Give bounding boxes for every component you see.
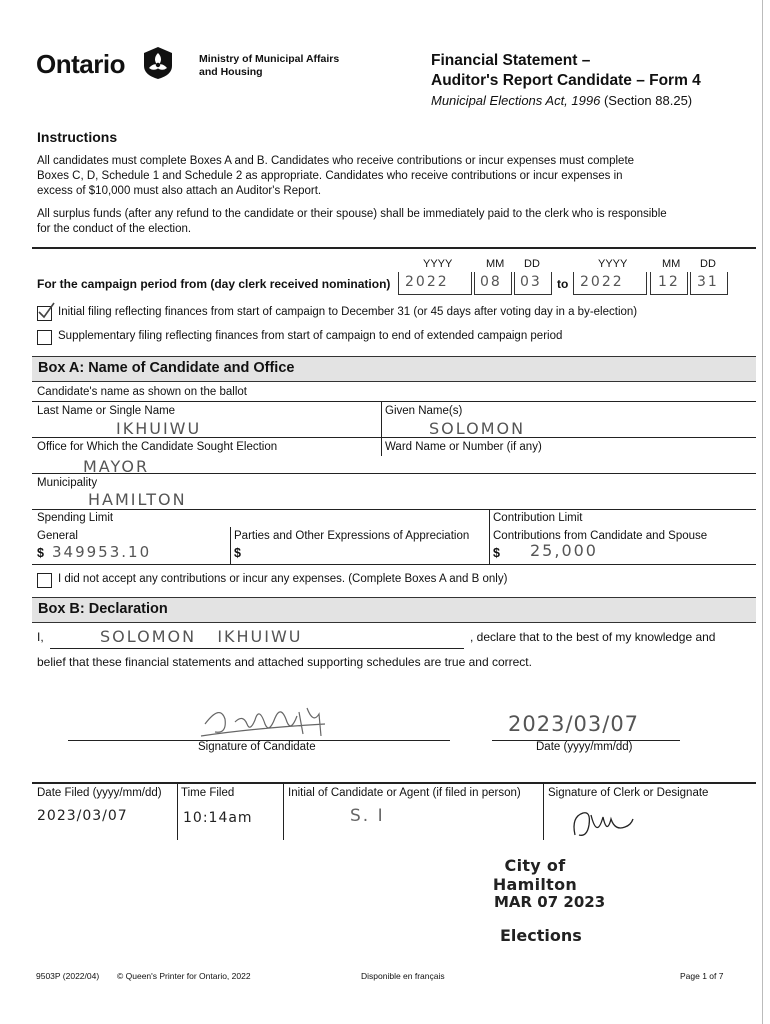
date-filed-label: Date Filed (yyyy/mm/dd) [37,787,162,799]
from-year-field[interactable] [398,272,472,295]
box-a-title: Box A: Name of Candidate and Office [38,360,295,376]
divider [32,247,756,249]
to-year-field[interactable] [573,272,647,295]
page-number: Page 1 of 7 [680,971,724,981]
mm-from-label: MM [486,258,505,270]
received-stamp [470,856,600,894]
divider [32,509,756,510]
signature-label: Signature of Candidate [198,741,316,753]
ministry-line-1: Ministry of Municipal Affairs [199,53,340,65]
municipality-value[interactable]: HAMILTON [88,490,187,509]
spending-limit-label: Spending Limit [37,512,114,524]
contributions-currency: $ [493,546,500,560]
office-value[interactable]: MAYOR [83,457,150,476]
to-day-field[interactable] [690,272,728,295]
trillium-icon [142,46,174,80]
form-title-line-2: Auditor's Report Candidate – Form 4 [431,72,701,89]
date-filed-value[interactable]: 2023/03/07 [37,808,128,824]
declaration-line-2: belief that these financial statements and attached supporting schedules are true and correct. [37,655,532,669]
instructions-p1-line-2: Boxes C, D, Schedule 1 and Schedule 2 as appropriate. Candidates who receive contributions or incur expenses in [37,170,623,182]
contribution-limit-label: Contribution Limit [493,512,583,524]
no-contributions-label: I did not accept any contributions or incur any expenses. (Complete Boxes A and B only) [58,573,508,585]
logo-wordmark: Ontario [36,49,125,79]
given-names-value[interactable]: SOLOMON [429,419,526,438]
divider [32,401,756,402]
to-day-value: 31 [697,274,719,290]
campaign-period-label: For the campaign period from (day clerk received nomination) [37,277,391,291]
declarant-prefix: I, [37,630,44,644]
municipality-label: Municipality [37,477,98,489]
yyyy-from-label: YYYY [423,258,453,270]
box-b-header [32,597,756,623]
scan-edge [762,0,763,1024]
clerk-signature-label: Signature of Clerk or Designate [548,787,709,799]
box-b-title: Box B: Declaration [38,601,168,617]
act-name: Municipal Elections Act, 1996 [431,93,601,108]
act-reference [431,91,701,110]
divider [543,782,544,840]
date-label: Date (yyyy/mm/dd) [536,741,633,753]
to-year-value: 2022 [580,274,624,290]
clerk-signature[interactable] [567,805,637,845]
mm-to-label: MM [662,258,681,270]
time-filed-label: Time Filed [181,787,235,799]
from-month-field[interactable] [474,272,512,295]
dd-to-label: DD [700,258,716,270]
divider [381,401,382,456]
yyyy-to-label: YYYY [598,258,628,270]
ministry-name [199,53,339,79]
declarant-name-value[interactable]: SOLOMON IKHUIWU [100,627,303,646]
initial-label: Initial of Candidate or Agent (if filed in person) [288,787,521,799]
form-code: 9503P (2022/04) [36,971,100,981]
time-filed-value[interactable]: 10:14am [183,810,253,826]
office-label: Office for Which the Candidate Sought Election [37,441,278,453]
ward-label: Ward Name or Number (if any) [385,441,542,453]
divider [32,782,756,784]
box-a-header [32,356,756,382]
instructions-paragraph-1 [37,154,757,199]
no-contributions-checkbox[interactable] [37,573,52,588]
instructions-paragraph-2 [37,207,757,237]
instructions-p1-line-3: excess of $10,000 must also attach an Auditor's Report. [37,185,322,197]
stamp-city: City of Hamilton [492,856,578,894]
ministry-line-2: and Housing [199,66,263,78]
divider [32,437,756,438]
last-name-value[interactable]: IKHUIWU [116,419,202,438]
supplementary-filing-label: Supplementary filing reflecting finances from start of campaign to end of extended campaign period [58,330,563,342]
general-currency: $ [37,546,44,560]
declaration-date-value[interactable]: 2023/03/07 [508,712,640,736]
given-names-label: Given Name(s) [385,405,463,417]
declaration-suffix: , declare that to the best of my knowledge and [470,630,716,644]
parties-label: Parties and Other Expressions of Appreciation [234,530,470,542]
french-availability: Disponible en français [361,971,445,981]
divider [32,473,756,474]
to-label: to [557,277,569,291]
dd-from-label: DD [524,258,540,270]
instructions-heading: Instructions [37,129,118,145]
stamp-department: Elections [500,926,582,945]
checkmark-icon [37,302,55,320]
supplementary-filing-checkbox[interactable] [37,330,52,345]
copyright: © Queen's Printer for Ontario, 2022 [117,971,251,981]
general-value[interactable]: 349953.10 [52,543,152,561]
last-name-label: Last Name or Single Name [37,405,176,417]
from-day-value: 03 [520,274,542,290]
instructions-p2-line-2: for the conduct of the election. [37,223,192,235]
from-year-value: 2022 [405,274,449,290]
contributions-value[interactable]: 25,000 [530,541,598,560]
parties-currency: $ [234,546,241,560]
act-section: (Section 88.25) [603,93,693,108]
divider [489,509,490,564]
ballot-note: Candidate's name as shown on the ballot [37,386,247,398]
to-month-value: 12 [658,274,680,290]
general-label: General [37,530,78,542]
divider [177,782,178,840]
instructions-p2-line-1: All surplus funds (after any refund to the candidate or their spouse) shall be immediately paid to the clerk who is responsible [37,208,667,220]
form-title [431,51,701,110]
initial-filing-label: Initial filing reflecting finances from start of campaign to December 31 (or 45 days after voting day in a by-election) [58,306,638,318]
from-day-field[interactable] [514,272,552,295]
form-title-line-1: Financial Statement – [431,52,591,69]
divider [283,782,284,840]
divider [230,527,231,564]
declarant-name-line [50,648,464,649]
to-month-field[interactable] [650,272,688,295]
stamp-date: MAR 07 2023 [494,893,606,911]
from-month-value: 08 [480,274,502,290]
instructions-p1-line-1: All candidates must complete Boxes A and B. Candidates who receive contributions or incur expenses must complete [37,155,635,167]
initial-filing-checkbox[interactable] [37,306,52,321]
initial-value[interactable]: S. I [350,806,385,826]
candidate-signature[interactable] [195,694,355,744]
divider [32,564,756,565]
contributions-label: Contributions from Candidate and Spouse [493,530,708,542]
